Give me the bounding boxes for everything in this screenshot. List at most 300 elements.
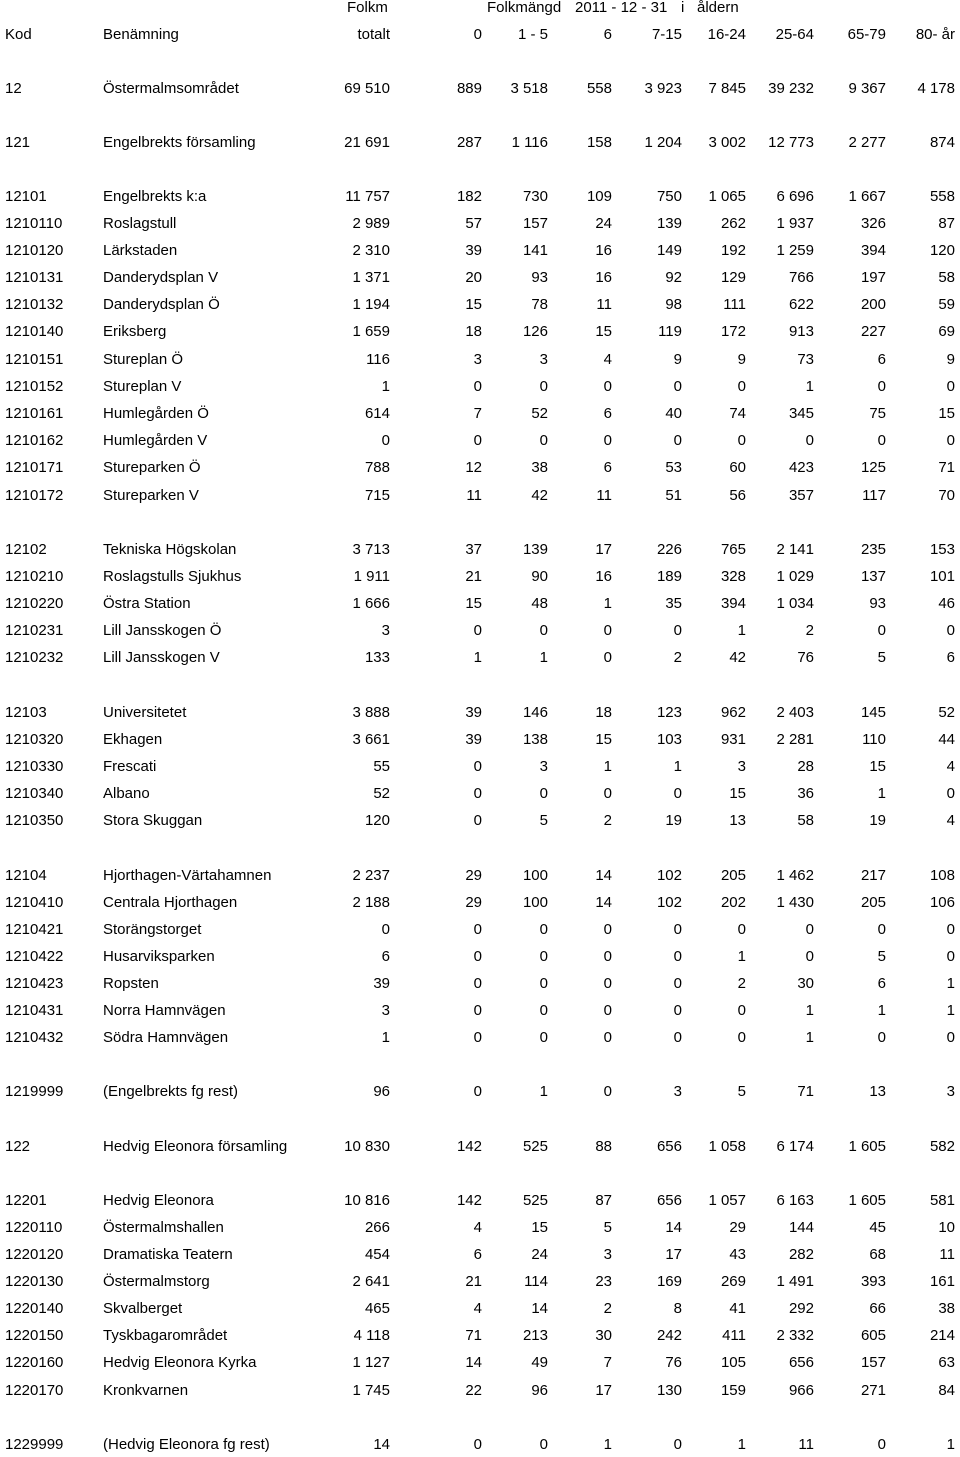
- cell-age-7-15: 0: [673, 432, 682, 449]
- cell-age-7-15: 3: [673, 1083, 682, 1100]
- table-row: [0, 458, 960, 478]
- cell-age-7-15: 76: [665, 1354, 682, 1371]
- cell-age-65-79: 93: [869, 595, 886, 612]
- cell-totalt: 3: [381, 622, 390, 639]
- header-folkmangd: Folkmängd: [487, 0, 562, 16]
- cell-age-6: 558: [586, 80, 612, 97]
- cell-age-1-5: 52: [531, 405, 548, 422]
- cell-age-16-24: 1: [737, 622, 746, 639]
- cell-age-1-5: 157: [522, 215, 548, 232]
- cell-age-1-5: 0: [539, 921, 548, 938]
- col-header-age-25-64: 25-64: [775, 26, 814, 43]
- cell-kod: 1210171: [5, 459, 64, 476]
- cell-age-6: 158: [586, 134, 612, 151]
- cell-age-0: 4: [473, 1219, 482, 1236]
- cell-age-65-79: 5: [877, 649, 886, 666]
- cell-benamning: Engelbrekts k:a: [103, 188, 207, 205]
- cell-age-65-79: 6: [877, 351, 886, 368]
- cell-age-25-64: 28: [797, 758, 814, 775]
- table-row: [0, 594, 960, 614]
- cell-age-25-64: 2 281: [776, 731, 814, 748]
- cell-totalt: 69 510: [344, 80, 390, 97]
- cell-benamning: Stureplan Ö: [103, 351, 184, 368]
- cell-age-80: 581: [929, 1192, 955, 1209]
- cell-age-16-24: 205: [720, 867, 746, 884]
- cell-age-16-24: 1 057: [708, 1192, 746, 1209]
- cell-kod: 1220170: [5, 1382, 64, 1399]
- cell-age-80: 71: [938, 459, 955, 476]
- cell-benamning: Storängstorget: [103, 921, 202, 938]
- cell-age-6: 1: [603, 595, 612, 612]
- cell-totalt: 454: [364, 1246, 390, 1263]
- cell-age-7-15: 189: [656, 568, 682, 585]
- cell-age-6: 1: [603, 1436, 612, 1453]
- cell-age-6: 0: [603, 921, 612, 938]
- cell-age-80: 214: [929, 1327, 955, 1344]
- cell-kod: 122: [5, 1138, 31, 1155]
- cell-age-0: 182: [456, 188, 482, 205]
- cell-totalt: 3 888: [352, 704, 390, 721]
- table-row: [0, 648, 960, 668]
- cell-age-1-5: 0: [539, 432, 548, 449]
- cell-age-0: 0: [473, 1002, 482, 1019]
- cell-age-6: 2: [603, 812, 612, 829]
- cell-age-65-79: 1 667: [848, 188, 886, 205]
- cell-age-25-64: 2 403: [776, 704, 814, 721]
- cell-age-7-15: 14: [665, 1219, 682, 1236]
- cell-age-7-15: 0: [673, 975, 682, 992]
- cell-benamning: Danderydsplan Ö: [103, 296, 220, 313]
- cell-age-7-15: 2: [673, 649, 682, 666]
- cell-age-0: 0: [473, 1083, 482, 1100]
- cell-age-7-15: 17: [665, 1246, 682, 1263]
- cell-benamning: (Engelbrekts fg rest): [103, 1083, 239, 1100]
- cell-totalt: 1: [381, 378, 390, 395]
- cell-benamning: Roslagstulls Sjukhus: [103, 568, 242, 585]
- cell-age-65-79: 217: [860, 867, 886, 884]
- cell-age-80: 120: [929, 242, 955, 259]
- cell-totalt: 614: [364, 405, 390, 422]
- cell-age-1-5: 0: [539, 1436, 548, 1453]
- cell-age-80: 558: [929, 188, 955, 205]
- cell-age-0: 57: [465, 215, 482, 232]
- cell-age-0: 0: [473, 975, 482, 992]
- cell-age-1-5: 0: [539, 1002, 548, 1019]
- cell-age-25-64: 1: [805, 1002, 814, 1019]
- cell-totalt: 1 371: [352, 269, 390, 286]
- cell-age-0: 39: [465, 731, 482, 748]
- cell-age-16-24: 2: [737, 975, 746, 992]
- col-header-age-80: 80- år: [915, 26, 955, 43]
- cell-age-25-64: 36: [797, 785, 814, 802]
- cell-age-1-5: 1: [539, 1083, 548, 1100]
- cell-age-6: 15: [595, 731, 612, 748]
- table-row: [0, 567, 960, 587]
- cell-age-65-79: 1: [877, 1002, 886, 1019]
- cell-benamning: Södra Hamnvägen: [103, 1029, 229, 1046]
- cell-age-7-15: 1: [673, 758, 682, 775]
- cell-totalt: 1 911: [353, 568, 390, 585]
- cell-age-65-79: 125: [860, 459, 886, 476]
- cell-age-80: 6: [946, 649, 955, 666]
- cell-age-65-79: 66: [869, 1300, 886, 1317]
- header-i: i: [681, 0, 685, 16]
- cell-age-1-5: 0: [539, 975, 548, 992]
- cell-age-65-79: 19: [869, 812, 886, 829]
- cell-age-65-79: 145: [860, 704, 886, 721]
- cell-age-25-64: 345: [788, 405, 814, 422]
- cell-benamning: Stureparken V: [103, 487, 199, 504]
- cell-age-80: 4: [946, 812, 955, 829]
- cell-age-80: 108: [929, 867, 955, 884]
- cell-age-65-79: 271: [860, 1382, 886, 1399]
- cell-age-0: 71: [465, 1327, 482, 1344]
- cell-age-6: 14: [595, 867, 612, 884]
- cell-age-1-5: 48: [531, 595, 548, 612]
- cell-age-16-24: 1: [737, 948, 746, 965]
- cell-kod: 1220160: [5, 1354, 64, 1371]
- cell-age-6: 7: [603, 1354, 612, 1371]
- cell-age-1-5: 96: [531, 1382, 548, 1399]
- cell-benamning: Tekniska Högskolan: [103, 541, 237, 558]
- cell-kod: 12: [5, 80, 22, 97]
- col-header-kod: Kod: [5, 26, 32, 43]
- cell-age-25-64: 144: [788, 1219, 814, 1236]
- col-header-age-16-24: 16-24: [707, 26, 746, 43]
- cell-age-16-24: 328: [720, 568, 746, 585]
- cell-kod: 1210232: [5, 649, 64, 666]
- cell-age-80: 59: [938, 296, 955, 313]
- cell-age-25-64: 12 773: [768, 134, 814, 151]
- cell-age-7-15: 103: [656, 731, 682, 748]
- cell-kod: 121: [5, 134, 31, 151]
- cell-totalt: 3: [381, 1002, 390, 1019]
- cell-age-80: 0: [946, 785, 955, 802]
- cell-age-1-5: 114: [524, 1273, 548, 1290]
- cell-age-16-24: 56: [729, 487, 746, 504]
- cell-age-1-5: 139: [522, 541, 548, 558]
- cell-age-0: 29: [465, 867, 482, 884]
- cell-age-16-24: 931: [720, 731, 746, 748]
- cell-kod: 1229999: [5, 1436, 64, 1453]
- cell-age-6: 109: [586, 188, 612, 205]
- cell-age-65-79: 15: [869, 758, 886, 775]
- cell-age-80: 52: [938, 704, 955, 721]
- cell-age-65-79: 0: [877, 1029, 886, 1046]
- cell-age-0: 0: [473, 1029, 482, 1046]
- cell-age-6: 0: [603, 948, 612, 965]
- col-header-benamning: Benämning: [103, 26, 179, 43]
- cell-age-16-24: 60: [729, 459, 746, 476]
- cell-age-7-15: 123: [656, 704, 682, 721]
- table-row: [0, 350, 960, 370]
- table-row: [0, 1191, 960, 1211]
- cell-age-1-5: 100: [522, 894, 548, 911]
- cell-age-16-24: 0: [737, 1029, 746, 1046]
- cell-age-0: 37: [465, 541, 482, 558]
- cell-totalt: 1 194: [352, 296, 390, 313]
- cell-age-16-24: 3: [737, 758, 746, 775]
- cell-age-6: 1: [603, 758, 612, 775]
- cell-age-25-64: 1 491: [776, 1273, 814, 1290]
- col-header-age-65-79: 65-79: [847, 26, 886, 43]
- cell-totalt: 2 237: [352, 867, 390, 884]
- cell-age-25-64: 1: [805, 1029, 814, 1046]
- cell-age-16-24: 42: [729, 649, 746, 666]
- cell-age-1-5: 138: [522, 731, 548, 748]
- cell-age-1-5: 525: [522, 1138, 548, 1155]
- cell-benamning: Engelbrekts församling: [103, 134, 256, 151]
- cell-age-80: 106: [929, 894, 955, 911]
- cell-benamning: Östermalmshallen: [103, 1219, 224, 1236]
- cell-age-0: 29: [465, 894, 482, 911]
- cell-age-7-15: 119: [658, 323, 682, 340]
- table-row: [0, 1299, 960, 1319]
- cell-benamning: Eriksberg: [103, 323, 167, 340]
- cell-age-80: 161: [929, 1273, 955, 1290]
- cell-age-65-79: 13: [869, 1083, 886, 1100]
- cell-age-65-79: 157: [860, 1354, 886, 1371]
- cell-age-65-79: 326: [860, 215, 886, 232]
- cell-kod: 1210421: [5, 921, 64, 938]
- cell-age-16-24: 394: [720, 595, 746, 612]
- cell-age-65-79: 393: [860, 1273, 886, 1290]
- cell-age-1-5: 5: [539, 812, 548, 829]
- cell-age-0: 0: [473, 785, 482, 802]
- cell-age-6: 16: [595, 269, 612, 286]
- cell-age-6: 4: [603, 351, 612, 368]
- cell-age-65-79: 0: [877, 1436, 886, 1453]
- cell-age-6: 0: [603, 649, 612, 666]
- cell-totalt: 11 757: [345, 188, 390, 205]
- cell-age-1-5: 141: [522, 242, 548, 259]
- cell-age-7-15: 130: [656, 1382, 682, 1399]
- cell-age-65-79: 2 277: [848, 134, 886, 151]
- cell-age-7-15: 9: [673, 351, 682, 368]
- cell-age-6: 16: [595, 242, 612, 259]
- cell-benamning: Universitetet: [103, 704, 187, 721]
- cell-benamning: Danderydsplan V: [103, 269, 219, 286]
- cell-age-65-79: 1: [877, 785, 886, 802]
- cell-age-80: 1: [946, 975, 955, 992]
- cell-age-0: 0: [473, 1436, 482, 1453]
- cell-benamning: Hedvig Eleonora Kyrka: [103, 1354, 257, 1371]
- cell-age-6: 3: [603, 1246, 612, 1263]
- cell-benamning: Lill Jansskogen V: [103, 649, 220, 666]
- cell-benamning: Skvalberget: [103, 1300, 183, 1317]
- cell-age-6: 0: [603, 622, 612, 639]
- table-row: [0, 866, 960, 886]
- cell-age-65-79: 6: [877, 975, 886, 992]
- cell-age-1-5: 90: [531, 568, 548, 585]
- cell-age-1-5: 0: [539, 378, 548, 395]
- cell-age-25-64: 0: [805, 948, 814, 965]
- cell-age-6: 0: [603, 1002, 612, 1019]
- cell-age-1-5: 1 116: [511, 134, 548, 151]
- cell-age-65-79: 5: [877, 948, 886, 965]
- cell-totalt: 1 659: [352, 323, 390, 340]
- table-row: [0, 974, 960, 994]
- cell-age-25-64: 2: [805, 622, 814, 639]
- cell-age-1-5: 0: [539, 785, 548, 802]
- cell-age-16-24: 1 065: [708, 188, 746, 205]
- cell-age-25-64: 71: [797, 1083, 814, 1100]
- cell-age-1-5: 15: [531, 1219, 548, 1236]
- table-row: [0, 920, 960, 940]
- cell-totalt: 1: [381, 1029, 390, 1046]
- cell-age-80: 70: [938, 487, 955, 504]
- cell-age-6: 5: [603, 1219, 612, 1236]
- cell-age-65-79: 0: [877, 432, 886, 449]
- cell-age-0: 0: [473, 432, 482, 449]
- cell-age-65-79: 1 605: [848, 1138, 886, 1155]
- table-row: [0, 241, 960, 261]
- cell-age-80: 0: [946, 622, 955, 639]
- cell-age-25-64: 73: [797, 351, 814, 368]
- cell-age-65-79: 200: [860, 296, 886, 313]
- cell-age-6: 24: [595, 215, 612, 232]
- cell-age-6: 17: [595, 1382, 612, 1399]
- cell-age-1-5: 525: [522, 1192, 548, 1209]
- cell-benamning: Centrala Hjorthagen: [103, 894, 238, 911]
- cell-age-65-79: 110: [862, 731, 886, 748]
- cell-age-1-5: 126: [522, 323, 548, 340]
- cell-age-80: 153: [929, 541, 955, 558]
- cell-kod: 1210231: [5, 622, 64, 639]
- cell-age-16-24: 7 845: [708, 80, 746, 97]
- cell-age-6: 16: [595, 568, 612, 585]
- cell-age-16-24: 5: [737, 1083, 746, 1100]
- cell-age-7-15: 656: [656, 1192, 682, 1209]
- cell-age-25-64: 2 141: [776, 541, 814, 558]
- cell-kod: 1210120: [5, 242, 64, 259]
- cell-age-80: 0: [946, 378, 955, 395]
- cell-age-65-79: 0: [877, 921, 886, 938]
- table-row: [0, 79, 960, 99]
- cell-totalt: 1 127: [352, 1354, 390, 1371]
- cell-benamning: Husarviksparken: [103, 948, 215, 965]
- cell-age-80: 15: [938, 405, 955, 422]
- cell-age-0: 0: [473, 948, 482, 965]
- cell-totalt: 0: [381, 432, 390, 449]
- cell-benamning: Humlegården Ö: [103, 405, 209, 422]
- table-row: [0, 1245, 960, 1265]
- cell-kod: 1210423: [5, 975, 64, 992]
- cell-totalt: 2 310: [352, 242, 390, 259]
- cell-age-65-79: 75: [869, 405, 886, 422]
- cell-age-7-15: 0: [673, 921, 682, 938]
- cell-age-25-64: 1 462: [776, 867, 814, 884]
- cell-age-0: 4: [473, 1300, 482, 1317]
- cell-benamning: Stureplan V: [103, 378, 182, 395]
- table-row: [0, 1435, 960, 1455]
- cell-age-7-15: 19: [665, 812, 682, 829]
- cell-age-65-79: 0: [877, 622, 886, 639]
- table-row: [0, 1353, 960, 1373]
- cell-age-7-15: 53: [665, 459, 682, 476]
- cell-kod: 1210330: [5, 758, 64, 775]
- cell-age-0: 6: [473, 1246, 482, 1263]
- cell-age-0: 142: [456, 1138, 482, 1155]
- cell-kod: 1210140: [5, 323, 64, 340]
- cell-age-80: 87: [938, 215, 955, 232]
- cell-age-25-64: 656: [788, 1354, 814, 1371]
- cell-age-7-15: 0: [673, 1029, 682, 1046]
- cell-benamning: Lärkstaden: [103, 242, 178, 259]
- table-row: [0, 947, 960, 967]
- cell-totalt: 1 666: [352, 595, 390, 612]
- cell-age-80: 44: [938, 731, 955, 748]
- cell-age-16-24: 411: [722, 1327, 746, 1344]
- table-row: [0, 730, 960, 750]
- cell-age-6: 11: [596, 487, 612, 504]
- cell-benamning: Östra Station: [103, 595, 191, 612]
- table-row: [0, 268, 960, 288]
- cell-age-16-24: 9: [737, 351, 746, 368]
- cell-totalt: 133: [364, 649, 390, 666]
- cell-age-1-5: 100: [522, 867, 548, 884]
- cell-kod: 1210210: [5, 568, 64, 585]
- cell-age-16-24: 111: [723, 296, 746, 313]
- cell-age-16-24: 765: [720, 541, 746, 558]
- cell-age-80: 10: [938, 1219, 955, 1236]
- cell-kod: 1210340: [5, 785, 64, 802]
- cell-age-0: 1: [473, 649, 482, 666]
- cell-age-25-64: 622: [788, 296, 814, 313]
- cell-age-7-15: 3 923: [644, 80, 682, 97]
- cell-age-1-5: 0: [539, 948, 548, 965]
- cell-age-65-79: 137: [860, 568, 886, 585]
- cell-age-25-64: 0: [805, 432, 814, 449]
- table-row: [0, 486, 960, 506]
- cell-benamning: Frescati: [103, 758, 157, 775]
- cell-age-25-64: 39 232: [768, 80, 814, 97]
- cell-age-65-79: 205: [860, 894, 886, 911]
- cell-age-7-15: 0: [673, 1436, 682, 1453]
- cell-age-0: 15: [465, 595, 482, 612]
- cell-kod: 1210132: [5, 296, 64, 313]
- cell-age-80: 0: [946, 948, 955, 965]
- cell-kod: 12103: [5, 704, 47, 721]
- table-row: [0, 893, 960, 913]
- cell-age-16-24: 29: [729, 1219, 746, 1236]
- cell-kod: 1210220: [5, 595, 64, 612]
- header-date: 2011 - 12 - 31: [575, 0, 668, 16]
- cell-kod: 1210432: [5, 1029, 64, 1046]
- cell-age-80: 0: [946, 1029, 955, 1046]
- cell-age-25-64: 6 174: [776, 1138, 814, 1155]
- cell-age-25-64: 6 696: [776, 188, 814, 205]
- cell-age-16-24: 192: [720, 242, 746, 259]
- cell-age-6: 11: [596, 296, 612, 313]
- cell-benamning: Ropsten: [103, 975, 159, 992]
- table-row: [0, 540, 960, 560]
- cell-age-0: 21: [465, 568, 482, 585]
- cell-age-16-24: 0: [737, 378, 746, 395]
- cell-age-7-15: 102: [656, 894, 682, 911]
- cell-kod: 1210350: [5, 812, 64, 829]
- cell-age-16-24: 262: [720, 215, 746, 232]
- cell-age-80: 9: [946, 351, 955, 368]
- cell-kod: 1210172: [5, 487, 64, 504]
- cell-age-1-5: 14: [531, 1300, 548, 1317]
- table-row: [0, 133, 960, 153]
- cell-age-0: 0: [473, 622, 482, 639]
- cell-benamning: Stora Skuggan: [103, 812, 203, 829]
- cell-age-1-5: 24: [531, 1246, 548, 1263]
- cell-kod: 1210161: [5, 405, 64, 422]
- cell-kod: 1210422: [5, 948, 64, 965]
